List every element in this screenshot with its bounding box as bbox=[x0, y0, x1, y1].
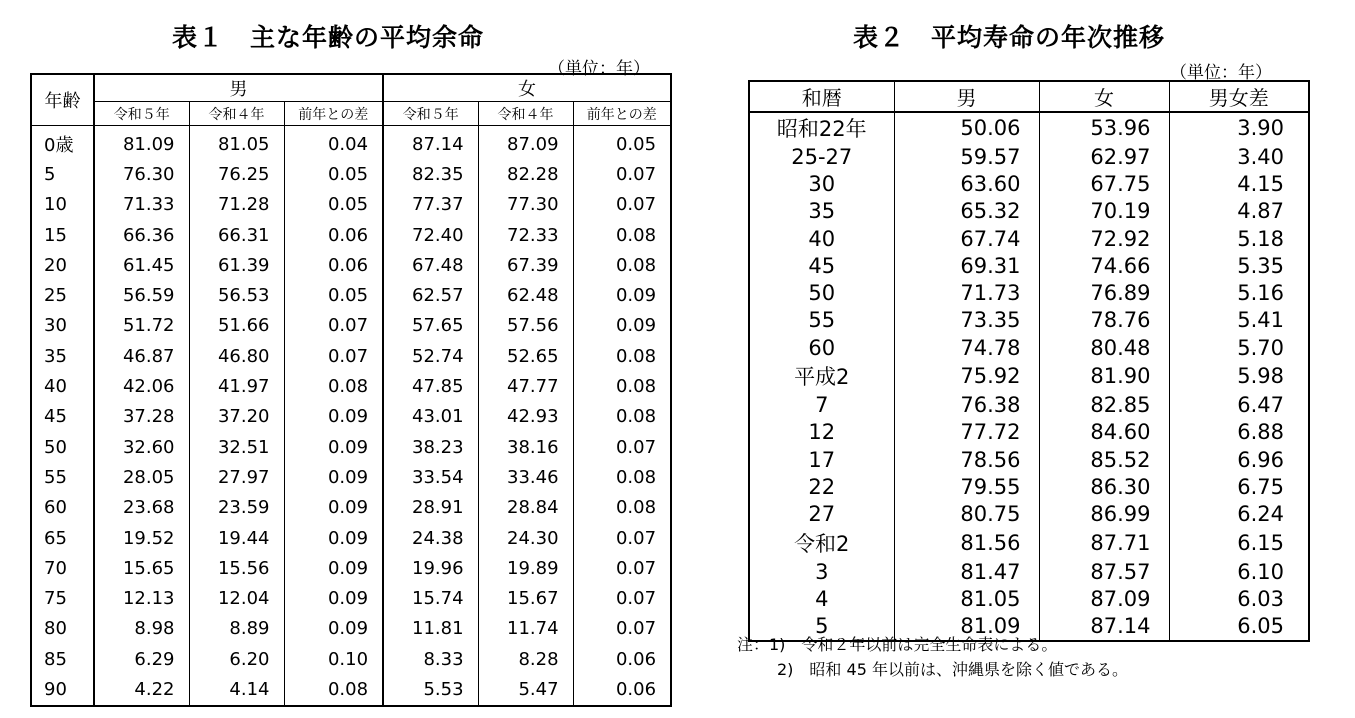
table-row bbox=[31, 250, 671, 280]
value-cell: 15.56 bbox=[189, 553, 284, 583]
table-row bbox=[749, 252, 1309, 279]
value-cell: 87.71 bbox=[1039, 528, 1169, 558]
value-cell: 6.03 bbox=[1169, 585, 1309, 612]
value-cell: 46.87 bbox=[94, 341, 189, 371]
value-cell: 4.87 bbox=[1169, 198, 1309, 225]
value-cell: 19.89 bbox=[478, 553, 573, 583]
table1-unit: （単位：年） bbox=[548, 59, 650, 79]
life-expectancy-by-age-table bbox=[30, 73, 672, 707]
table-row bbox=[749, 112, 1309, 143]
value-cell: 19.96 bbox=[383, 553, 478, 583]
value-cell: 24.38 bbox=[383, 523, 478, 553]
era-cell: 昭和22年 bbox=[776, 117, 867, 141]
value-cell: 0.09 bbox=[284, 462, 383, 492]
value-cell: 74.78 bbox=[894, 334, 1039, 361]
value-cell: 28.05 bbox=[94, 462, 189, 492]
value-cell: 0.05 bbox=[284, 190, 383, 220]
value-cell: 59.57 bbox=[894, 143, 1039, 170]
table-row bbox=[31, 583, 671, 613]
age-cell: 15 bbox=[44, 224, 67, 246]
value-cell: 5.70 bbox=[1169, 334, 1309, 361]
table1-body bbox=[31, 126, 671, 706]
value-cell: 4.15 bbox=[1169, 170, 1309, 197]
value-cell: 80.75 bbox=[894, 501, 1039, 528]
table-row bbox=[749, 307, 1309, 334]
value-cell: 0.09 bbox=[284, 553, 383, 583]
value-cell: 87.09 bbox=[1039, 585, 1169, 612]
value-cell: 79.55 bbox=[894, 473, 1039, 500]
value-cell: 85.52 bbox=[1039, 446, 1169, 473]
value-cell: 62.57 bbox=[383, 280, 478, 310]
table-row bbox=[31, 644, 671, 674]
era-cell: 55 bbox=[808, 308, 836, 333]
value-cell: 76.89 bbox=[1039, 279, 1169, 306]
column-header: 令和５年 bbox=[94, 102, 189, 126]
difference-header: 男女差 bbox=[1169, 81, 1309, 112]
value-cell: 67.48 bbox=[383, 250, 478, 280]
value-cell: 0.08 bbox=[573, 220, 671, 250]
value-cell: 81.47 bbox=[894, 558, 1039, 585]
value-cell: 6.75 bbox=[1169, 473, 1309, 500]
value-cell: 72.33 bbox=[478, 220, 573, 250]
value-cell: 81.56 bbox=[894, 528, 1039, 558]
table-row bbox=[749, 170, 1309, 197]
value-cell: 81.09 bbox=[894, 612, 1039, 640]
age-cell: 25 bbox=[44, 285, 67, 307]
table-row bbox=[749, 334, 1309, 361]
value-cell: 6.15 bbox=[1169, 528, 1309, 558]
value-cell: 87.14 bbox=[383, 126, 478, 160]
value-cell: 69.31 bbox=[894, 252, 1039, 279]
value-cell: 72.40 bbox=[383, 220, 478, 250]
age-cell: 55 bbox=[44, 466, 67, 488]
age-cell: 40 bbox=[44, 376, 67, 398]
value-cell: 81.90 bbox=[1039, 361, 1169, 391]
value-cell: 0.08 bbox=[573, 250, 671, 280]
age-cell: 90 bbox=[44, 678, 67, 700]
female-group-header: 女 bbox=[383, 74, 671, 102]
age-cell: 45 bbox=[44, 406, 67, 428]
value-cell: 37.20 bbox=[189, 402, 284, 432]
table-row bbox=[749, 501, 1309, 528]
table2-unit: （単位：年） bbox=[1170, 63, 1272, 83]
column-header: 令和４年 bbox=[189, 102, 284, 126]
table-row bbox=[749, 225, 1309, 252]
value-cell: 0.09 bbox=[573, 280, 671, 310]
column-header: 前年との差 bbox=[284, 102, 383, 126]
table-row bbox=[31, 280, 671, 310]
value-cell: 0.07 bbox=[573, 523, 671, 553]
female-header: 女 bbox=[1039, 81, 1169, 112]
value-cell: 42.93 bbox=[478, 402, 573, 432]
value-cell: 0.05 bbox=[284, 159, 383, 189]
value-cell: 0.07 bbox=[573, 583, 671, 613]
value-cell: 6.88 bbox=[1169, 419, 1309, 446]
value-cell: 19.52 bbox=[94, 523, 189, 553]
value-cell: 87.14 bbox=[1039, 612, 1169, 640]
value-cell: 5.16 bbox=[1169, 279, 1309, 306]
table-row bbox=[31, 462, 671, 492]
age-cell: 65 bbox=[44, 527, 67, 549]
value-cell: 0.07 bbox=[284, 341, 383, 371]
table-row bbox=[31, 402, 671, 432]
value-cell: 37.28 bbox=[94, 402, 189, 432]
era-cell: 5 bbox=[815, 614, 829, 639]
value-cell: 0.09 bbox=[284, 523, 383, 553]
value-cell: 71.28 bbox=[189, 190, 284, 220]
value-cell: 76.25 bbox=[189, 159, 284, 189]
value-cell: 0.07 bbox=[284, 311, 383, 341]
value-cell: 50.06 bbox=[894, 112, 1039, 143]
value-cell: 23.68 bbox=[94, 493, 189, 523]
age-cell: 35 bbox=[44, 345, 67, 367]
value-cell: 62.97 bbox=[1039, 143, 1169, 170]
age-cell: 50 bbox=[44, 436, 67, 458]
table-row bbox=[31, 614, 671, 644]
table-row bbox=[31, 371, 671, 401]
age-cell: 80 bbox=[44, 618, 67, 640]
era-cell: 25-27 bbox=[791, 144, 853, 169]
male-header: 男 bbox=[894, 81, 1039, 112]
column-header: 前年との差 bbox=[573, 102, 671, 126]
note-2: 2) 昭和 45 年以前は、沖縄県を除く値である。 bbox=[777, 660, 1128, 679]
value-cell: 38.23 bbox=[383, 432, 478, 462]
table-row bbox=[749, 361, 1309, 391]
era-cell: 50 bbox=[808, 281, 836, 306]
era-cell: 12 bbox=[808, 420, 836, 445]
table-row bbox=[31, 674, 671, 705]
value-cell: 0.09 bbox=[573, 311, 671, 341]
value-cell: 72.92 bbox=[1039, 225, 1169, 252]
value-cell: 65.32 bbox=[894, 198, 1039, 225]
table-row bbox=[749, 391, 1309, 418]
table-row bbox=[31, 220, 671, 250]
value-cell: 38.16 bbox=[478, 432, 573, 462]
value-cell: 23.59 bbox=[189, 493, 284, 523]
value-cell: 11.74 bbox=[478, 614, 573, 644]
value-cell: 56.53 bbox=[189, 280, 284, 310]
value-cell: 78.76 bbox=[1039, 307, 1169, 334]
value-cell: 0.07 bbox=[573, 614, 671, 644]
value-cell: 82.28 bbox=[478, 159, 573, 189]
value-cell: 0.09 bbox=[284, 583, 383, 613]
value-cell: 66.36 bbox=[94, 220, 189, 250]
value-cell: 67.74 bbox=[894, 225, 1039, 252]
value-cell: 0.10 bbox=[284, 644, 383, 674]
era-cell: 17 bbox=[808, 447, 836, 472]
table-row bbox=[749, 446, 1309, 473]
value-cell: 42.06 bbox=[94, 371, 189, 401]
value-cell: 67.39 bbox=[478, 250, 573, 280]
value-cell: 3.40 bbox=[1169, 143, 1309, 170]
value-cell: 5.98 bbox=[1169, 361, 1309, 391]
value-cell: 19.44 bbox=[189, 523, 284, 553]
value-cell: 82.85 bbox=[1039, 391, 1169, 418]
value-cell: 12.13 bbox=[94, 583, 189, 613]
value-cell: 15.67 bbox=[478, 583, 573, 613]
value-cell: 33.54 bbox=[383, 462, 478, 492]
value-cell: 47.77 bbox=[478, 371, 573, 401]
value-cell: 84.60 bbox=[1039, 419, 1169, 446]
value-cell: 62.48 bbox=[478, 280, 573, 310]
era-cell: 30 bbox=[808, 171, 836, 196]
value-cell: 47.85 bbox=[383, 371, 478, 401]
value-cell: 0.07 bbox=[573, 553, 671, 583]
table-row bbox=[31, 553, 671, 583]
era-cell: 平成2 bbox=[794, 365, 850, 390]
value-cell: 0.06 bbox=[284, 250, 383, 280]
value-cell: 15.74 bbox=[383, 583, 478, 613]
value-cell: 53.96 bbox=[1039, 112, 1169, 143]
value-cell: 46.80 bbox=[189, 341, 284, 371]
value-cell: 32.60 bbox=[94, 432, 189, 462]
value-cell: 6.47 bbox=[1169, 391, 1309, 418]
value-cell: 6.10 bbox=[1169, 558, 1309, 585]
age-header: 年齢 bbox=[31, 74, 94, 126]
value-cell: 76.30 bbox=[94, 159, 189, 189]
age-cell: 70 bbox=[44, 557, 67, 579]
value-cell: 87.57 bbox=[1039, 558, 1169, 585]
table-row bbox=[749, 473, 1309, 500]
age-cell: 75 bbox=[44, 588, 67, 610]
value-cell: 77.72 bbox=[894, 419, 1039, 446]
value-cell: 51.66 bbox=[189, 311, 284, 341]
value-cell: 6.05 bbox=[1169, 612, 1309, 640]
male-group-header: 男 bbox=[94, 74, 383, 102]
table1-title: 表１ 主な年齢の平均余命 bbox=[172, 23, 485, 52]
value-cell: 82.35 bbox=[383, 159, 478, 189]
value-cell: 61.39 bbox=[189, 250, 284, 280]
value-cell: 52.65 bbox=[478, 341, 573, 371]
value-cell: 0.09 bbox=[284, 614, 383, 644]
value-cell: 5.18 bbox=[1169, 225, 1309, 252]
value-cell: 5.35 bbox=[1169, 252, 1309, 279]
value-cell: 70.19 bbox=[1039, 198, 1169, 225]
value-cell: 0.08 bbox=[573, 371, 671, 401]
age-cell: 0歳 bbox=[44, 135, 74, 157]
value-cell: 8.28 bbox=[478, 644, 573, 674]
era-cell: 22 bbox=[808, 474, 836, 499]
value-cell: 33.46 bbox=[478, 462, 573, 492]
value-cell: 6.20 bbox=[189, 644, 284, 674]
value-cell: 0.08 bbox=[284, 674, 383, 705]
era-header: 和暦 bbox=[749, 81, 894, 112]
value-cell: 81.05 bbox=[189, 126, 284, 160]
value-cell: 0.06 bbox=[284, 220, 383, 250]
table-row bbox=[31, 159, 671, 189]
value-cell: 0.06 bbox=[573, 674, 671, 705]
value-cell: 63.60 bbox=[894, 170, 1039, 197]
value-cell: 86.99 bbox=[1039, 501, 1169, 528]
value-cell: 8.98 bbox=[94, 614, 189, 644]
era-cell: 4 bbox=[815, 586, 829, 611]
value-cell: 0.08 bbox=[573, 341, 671, 371]
table-row bbox=[749, 419, 1309, 446]
value-cell: 4.14 bbox=[189, 674, 284, 705]
age-cell: 85 bbox=[44, 648, 67, 670]
value-cell: 0.05 bbox=[573, 126, 671, 160]
value-cell: 15.65 bbox=[94, 553, 189, 583]
value-cell: 0.08 bbox=[284, 371, 383, 401]
table-row bbox=[31, 311, 671, 341]
value-cell: 4.22 bbox=[94, 674, 189, 705]
age-cell: 20 bbox=[44, 254, 67, 276]
value-cell: 77.30 bbox=[478, 190, 573, 220]
value-cell: 0.07 bbox=[573, 159, 671, 189]
value-cell: 24.30 bbox=[478, 523, 573, 553]
value-cell: 74.66 bbox=[1039, 252, 1169, 279]
column-header: 令和５年 bbox=[383, 102, 478, 126]
value-cell: 41.97 bbox=[189, 371, 284, 401]
value-cell: 51.72 bbox=[94, 311, 189, 341]
column-header: 令和４年 bbox=[478, 102, 573, 126]
value-cell: 0.04 bbox=[284, 126, 383, 160]
value-cell: 71.73 bbox=[894, 279, 1039, 306]
table-row bbox=[749, 143, 1309, 170]
value-cell: 6.29 bbox=[94, 644, 189, 674]
value-cell: 27.97 bbox=[189, 462, 284, 492]
value-cell: 5.53 bbox=[383, 674, 478, 705]
value-cell: 28.91 bbox=[383, 493, 478, 523]
value-cell: 0.08 bbox=[573, 493, 671, 523]
table-row bbox=[749, 198, 1309, 225]
table-row bbox=[31, 190, 671, 220]
value-cell: 0.09 bbox=[284, 402, 383, 432]
value-cell: 0.08 bbox=[573, 462, 671, 492]
age-cell: 5 bbox=[44, 163, 56, 185]
value-cell: 5.47 bbox=[478, 674, 573, 705]
value-cell: 0.09 bbox=[284, 432, 383, 462]
value-cell: 76.38 bbox=[894, 391, 1039, 418]
value-cell: 87.09 bbox=[478, 126, 573, 160]
value-cell: 61.45 bbox=[94, 250, 189, 280]
era-cell: 40 bbox=[808, 226, 836, 251]
age-cell: 30 bbox=[44, 315, 67, 337]
value-cell: 6.96 bbox=[1169, 446, 1309, 473]
value-cell: 8.89 bbox=[189, 614, 284, 644]
table-row bbox=[31, 493, 671, 523]
value-cell: 78.56 bbox=[894, 446, 1039, 473]
value-cell: 56.59 bbox=[94, 280, 189, 310]
table2-body bbox=[749, 112, 1309, 641]
table2-title: 表２ 平均寿命の年次推移 bbox=[853, 23, 1166, 52]
era-cell: 35 bbox=[808, 199, 836, 224]
table-row bbox=[31, 126, 671, 160]
value-cell: 67.75 bbox=[1039, 170, 1169, 197]
value-cell: 71.33 bbox=[94, 190, 189, 220]
era-cell: 45 bbox=[808, 253, 836, 278]
era-cell: 3 bbox=[815, 559, 829, 584]
value-cell: 12.04 bbox=[189, 583, 284, 613]
value-cell: 43.01 bbox=[383, 402, 478, 432]
value-cell: 0.06 bbox=[573, 644, 671, 674]
age-cell: 10 bbox=[44, 194, 67, 216]
value-cell: 77.37 bbox=[383, 190, 478, 220]
value-cell: 57.56 bbox=[478, 311, 573, 341]
value-cell: 0.05 bbox=[284, 280, 383, 310]
value-cell: 66.31 bbox=[189, 220, 284, 250]
table-row bbox=[749, 528, 1309, 558]
value-cell: 81.05 bbox=[894, 585, 1039, 612]
value-cell: 8.33 bbox=[383, 644, 478, 674]
value-cell: 3.90 bbox=[1169, 112, 1309, 143]
value-cell: 52.74 bbox=[383, 341, 478, 371]
value-cell: 86.30 bbox=[1039, 473, 1169, 500]
note-1: 注：1) 令和２年以前は完全生命表による。 bbox=[737, 635, 1058, 654]
value-cell: 73.35 bbox=[894, 307, 1039, 334]
value-cell: 57.65 bbox=[383, 311, 478, 341]
value-cell: 0.08 bbox=[573, 402, 671, 432]
value-cell: 32.51 bbox=[189, 432, 284, 462]
value-cell: 11.81 bbox=[383, 614, 478, 644]
table-row bbox=[749, 585, 1309, 612]
value-cell: 0.09 bbox=[284, 493, 383, 523]
value-cell: 75.92 bbox=[894, 361, 1039, 391]
age-cell: 60 bbox=[44, 497, 67, 519]
era-cell: 令和2 bbox=[794, 531, 850, 556]
value-cell: 0.07 bbox=[573, 432, 671, 462]
table-row bbox=[749, 279, 1309, 306]
era-cell: 7 bbox=[815, 393, 829, 418]
life-expectancy-trend-table bbox=[748, 80, 1310, 642]
era-cell: 60 bbox=[808, 335, 836, 360]
table-row bbox=[31, 432, 671, 462]
era-cell: 27 bbox=[808, 502, 836, 527]
table-row bbox=[31, 523, 671, 553]
value-cell: 81.09 bbox=[94, 126, 189, 160]
table-row bbox=[31, 341, 671, 371]
value-cell: 6.24 bbox=[1169, 501, 1309, 528]
value-cell: 28.84 bbox=[478, 493, 573, 523]
value-cell: 5.41 bbox=[1169, 307, 1309, 334]
value-cell: 0.07 bbox=[573, 190, 671, 220]
value-cell: 80.48 bbox=[1039, 334, 1169, 361]
table-row bbox=[749, 558, 1309, 585]
